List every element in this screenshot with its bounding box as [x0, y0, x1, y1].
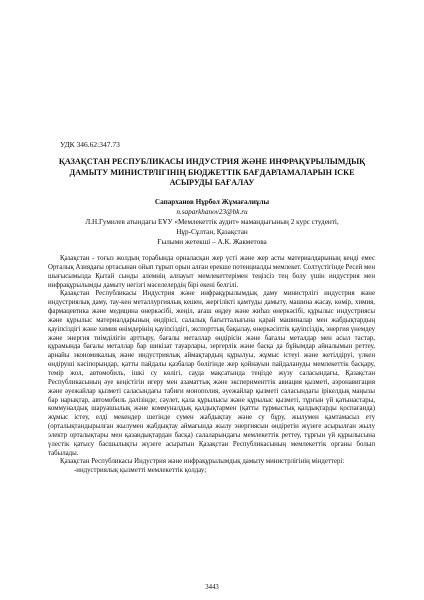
list-item: -индустриялық қызметті мемлекеттік қолдау; — [74, 467, 207, 475]
body-paragraph: Қазақстан Республикасы Индустрия және инфрақұрылымдық даму министрлігі индустрия және индустриялық даму, тау-кен металлургиялық кешен, жергілікті қамтуды дамыту, машина жасау, көмір, химия, фармацевтика және медицина өнеркәсібі, жеңіл, ағаш өңдеу және жиһаз өнеркәсібі, құрылыс индустриясы және құрылыс материалдарының өндірісі, салалық бағытталығына қарай машиналар мен жабдықтардың қауіпсіздігі және химия өнімдерінің қауіпсіздігі, экспорттық бақылау, өнеркәсіптік қауіпсіздік, энергия үнемдеу және энергия тиімділігін арттыру, бағалы металлар өндірісін және бағалы металдар мен асыл тастар, құрамында бағалы металлар бар шикізат тауарлары, зергерлік және басқа да бұйымдар айналымын реттеу, арнайы экономикалық және индустриялық аймақтардың құрылуы, жұмыс істеуі және жетілдіруі, үлкен өндіруші кәсіпорындар, қатты пайдалы қазбалар бөлігінде жер қойнауын пайдалануды мемлекеттік басқару, темір жол, автомобиль, ішкі су көлігі, сауда мақсатында теңізде жүзу саласындағы, Қазақстан Республикасының әуе кеңістігін игеру мен азаматтық және эксперименттік авиация қызметі, аэронавигация және әуежайлар қызметі саласындағы табиғи монополия, әуежайлар қызметі саласындағы ірікелдық маңызы бар нарықтар, автомобиль дәлізінде; сәулет, қала құрылысы және құрылыс қызметі, тұрғын үй қатынастары, коммуналдық шаруашылық және коммуналдық қалдықтармен (қатты тұрмыстық қалдықтарды қоспағанда) жұмыс істеу, елді мекендер шегінде сумен жабдықтау және су бұру, жылумен қамтамасыз ету (орталықтандырылған жылумен жабдықтау аймағында жылу энергиясын өндіретін жүзеге асырылған жылу электр орталықтары мен қазандықтардан басқа) салаларындағы мемлекеттік реттеу, тұрғын үй құрылысына үлестік қатысу басшылықты жүзеге асыратын Қазақстан Республикасының мемлекеттік органы болып табылады. — [48, 290, 375, 457]
author-name: Сапарханов Нұрбол Жұмағалиұлы — [154, 198, 270, 206]
article-body — [48, 255, 375, 476]
article-title — [48, 157, 376, 189]
title-line: АСЫРУДЫ БАҒАЛАУ — [169, 178, 255, 188]
supervisor: Ғылыми жетекші – А.К. Жакметова — [157, 237, 267, 246]
author-block — [40, 198, 384, 248]
title-line: ДАМЫТУ МИНИСТРЛІГІНІҢ БЮДЖЕТТІК БАҒДАРЛАМАЛАРЫН ІСКЕ — [69, 167, 355, 177]
page-number: 3443 — [205, 584, 219, 591]
body-paragraph: Қазақстан Республикасы Индустрия және инфрақұрылымдық дамыту министрлігінің міндеттері: — [60, 458, 345, 466]
title-line: ҚАЗАҚСТАН РЕСПУБЛИКАСЫ ИНДУСТРИЯ ЖӘНЕ ИНФРАҚҰРЫЛЫМДЫҚ — [58, 157, 366, 166]
author-affiliation: Л.Н.Гумилев атындағы ЕҰУ «Мемлекеттік аудит» мамандығының 2 курс студенті, — [85, 217, 339, 226]
author-city: Нұр-Сұлтан, Қазақстан — [176, 227, 248, 236]
udc-code: УДК 346.62:347.73 — [60, 140, 120, 149]
author-email: n.saparkhanov23@bk.ru — [176, 207, 248, 216]
body-paragraph: Қазақстан - тоғыз жолдың торабында орналасқан жер үсті және жер асты материалдарының кенді емес Орталық Азиядағы ортасынан ойып тұрып орын алған ерекше потенциалды мемлекет. Солтүстігінде Ресей мен шығысымызда Қытай сынды алемнің алпауыт мемлекеттерімен теңізсіз тең болу үшін индустрия мен инфрақұрылымды дамыту негізгі мәселелердің бірі екені белгілі. — [48, 255, 375, 289]
